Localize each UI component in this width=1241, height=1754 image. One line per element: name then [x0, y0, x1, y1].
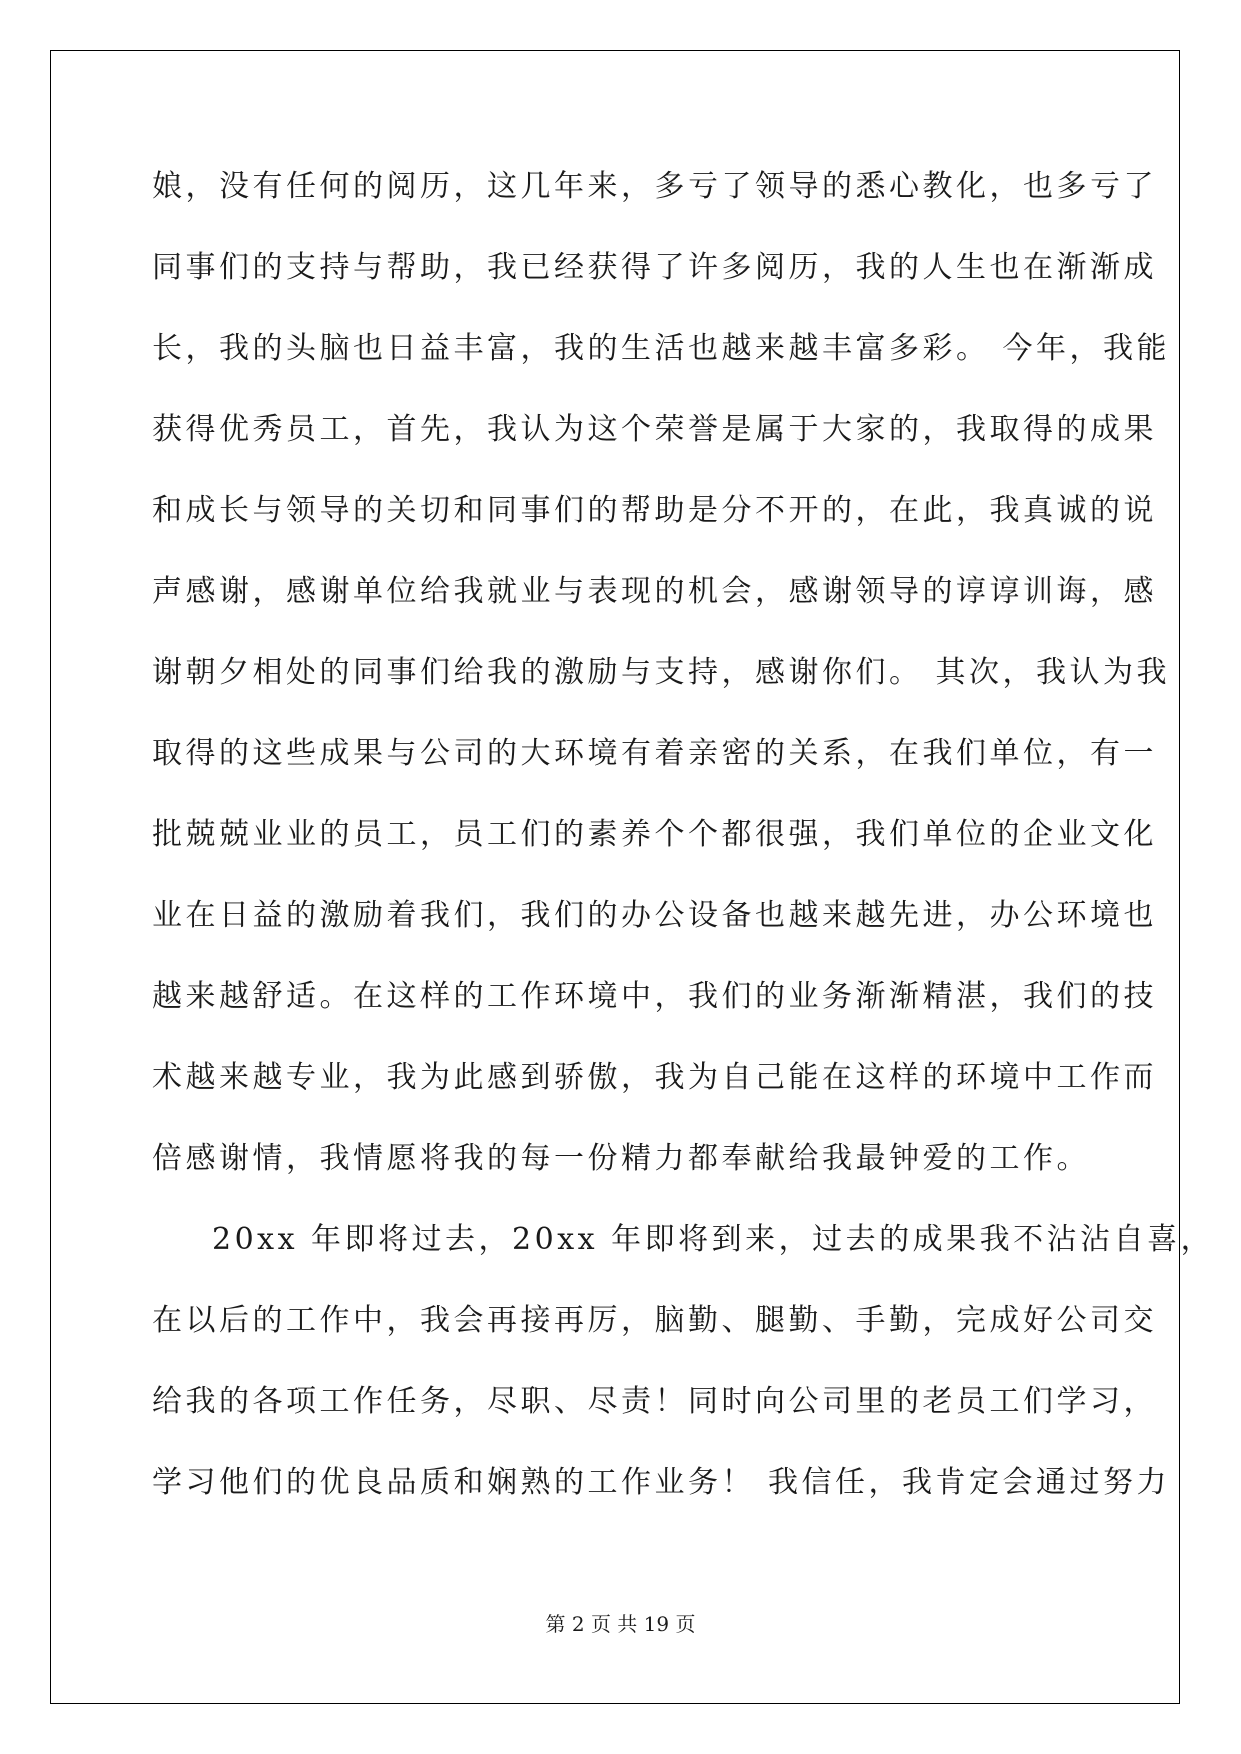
text-line: 术越来越专业，我为此感到骄傲，我为自己能在这样的环境中工作而 [152, 1060, 1157, 1095]
text-line: 娘，没有任何的阅历，这几年来，多亏了领导的悉心教化，也多亏了 [152, 169, 1157, 204]
text-line: 和成长与领导的关切和同事们的帮助是分不开的，在此，我真诚的说 [152, 493, 1157, 528]
text-line: 越来越舒适。在这样的工作环境中，我们的业务渐渐精湛，我们的技 [152, 979, 1157, 1014]
page-number-footer: 第 2 页 共 19 页 [545, 1612, 696, 1636]
text-line: 同事们的支持与帮助，我已经获得了许多阅历，我的人生也在渐渐成 [152, 250, 1157, 285]
text-line: 在以后的工作中，我会再接再厉，脑勤、腿勤、手勤，完成好公司交 [152, 1303, 1157, 1338]
text-line: 取得的这些成果与公司的大环境有着亲密的关系，在我们单位，有一 [152, 736, 1157, 771]
text-line: 长，我的头脑也日益丰富，我的生活也越来越丰富多彩。 今年，我能 [152, 331, 1171, 366]
text-line: 业在日益的激励着我们，我们的办公设备也越来越先进，办公环境也 [152, 898, 1157, 933]
text-line: 声感谢，感谢单位给我就业与表现的机会，感谢领导的谆谆训诲，感 [152, 574, 1157, 609]
paragraph-start-line: 20xx 年即将过去，20xx 年即将到来，过去的成果我不沾沾自喜， [212, 1222, 1215, 1257]
text-line: 获得优秀员工，首先，我认为这个荣誉是属于大家的，我取得的成果 [152, 412, 1157, 447]
text-line: 谢朝夕相处的同事们给我的激励与支持，感谢你们。 其次，我认为我 [152, 655, 1171, 690]
text-line: 给我的各项工作任务，尽职、尽责！同时向公司里的老员工们学习， [152, 1384, 1157, 1419]
text-line: 倍感谢情，我情愿将我的每一份精力都奉献给我最钟爱的工作。 [152, 1141, 1090, 1176]
text-line: 学习他们的优良品质和娴熟的工作业务！ 我信任，我肯定会通过努力 [152, 1465, 1171, 1500]
document-body [152, 146, 1215, 1523]
text-line: 批兢兢业业的员工，员工们的素养个个都很强，我们单位的企业文化 [152, 817, 1157, 852]
